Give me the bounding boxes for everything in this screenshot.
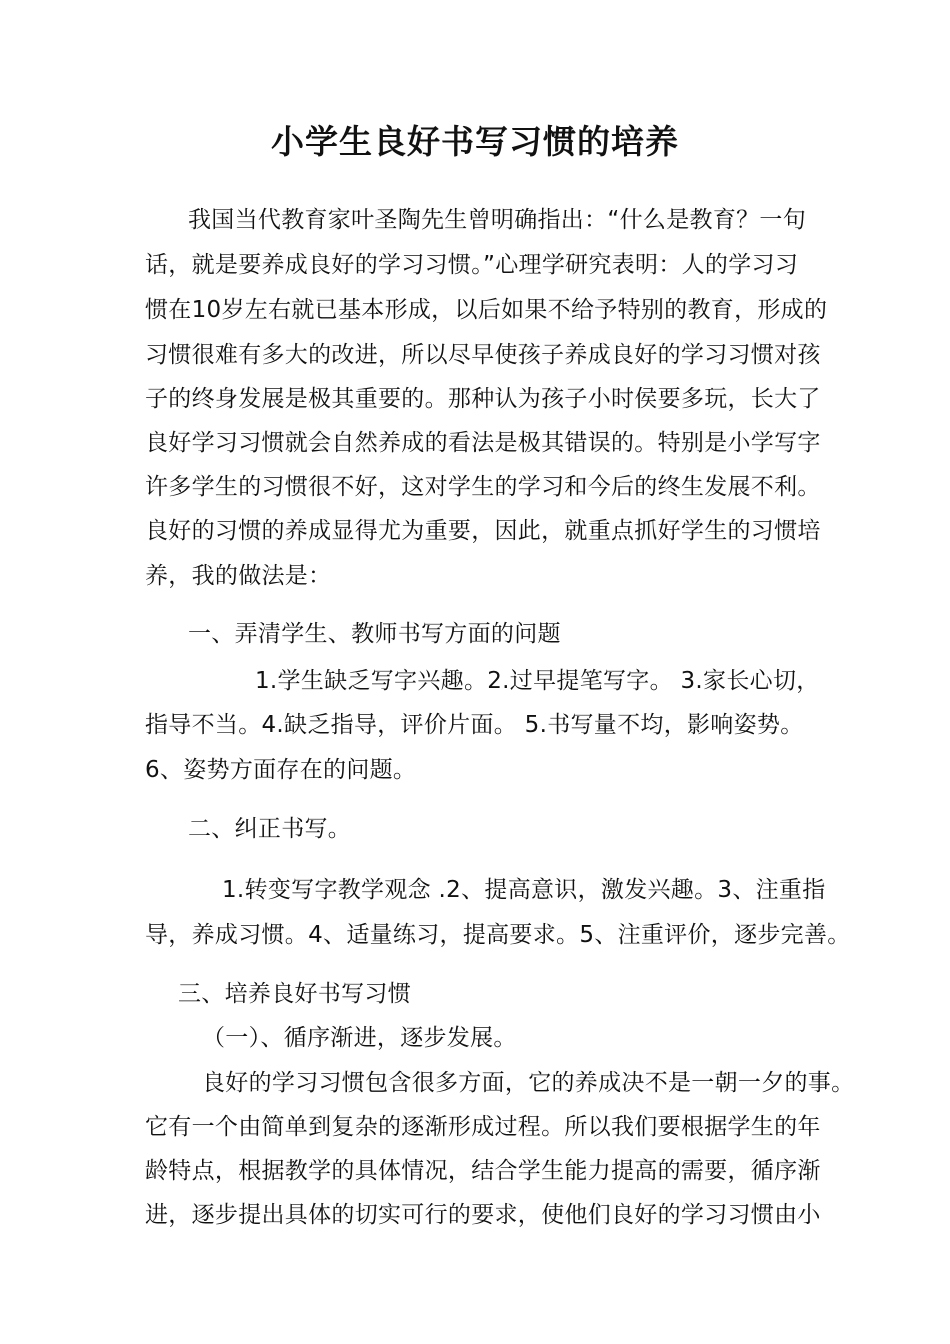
section1-line-3: 6、姿势方面存在的问题。 [145,757,417,783]
section3-line-4: 进，逐步提出具体的切实可行的要求，使他们良好的学习习惯由小 [145,1202,821,1228]
intro-line-2: 话，就是要养成良好的学习习惯。”心理学研究表明：人的学习习 [145,252,799,278]
intro-line-6: 良好学习习惯就会自然养成的看法是极其错误的。特别是小学写字 [145,430,821,456]
section2-line-2: 导，养成习惯。4、适量练习，提高要求。5、注重评价，逐步完善。 [145,922,851,948]
section2-heading: 二、纠正书写。 [188,816,352,842]
section3-line-2: 它有一个由简单到复杂的逐渐形成过程。所以我们要根据学生的年 [145,1114,821,1140]
intro-line-3: 惯在10岁左右就已基本形成，以后如果不给予特别的教育，形成的 [145,297,828,323]
section3-line-3: 龄特点，根据教学的具体情况，结合学生能力提高的需要，循序渐 [145,1158,821,1184]
section1-line-1: 1.学生缺乏写字兴趣。2.过早提笔写字。 3.家长心切， [255,668,820,694]
section1-line-2: 指导不当。4.缺乏指导，评价片面。 5.书写量不均，影响姿势。 [145,712,804,738]
intro-line-1: 我国当代教育家叶圣陶先生曾明确指出：“什么是教育？一句 [188,207,807,233]
document-title: 小学生良好书写习惯的培养 [271,122,679,161]
intro-line-4: 习惯很难有多大的改进，所以尽早使孩子养成良好的学习习惯对孩 [145,342,821,368]
section2-line-1: 1.转变写字教学观念 .2、提高意识，激发兴趣。3、注重指 [222,877,826,903]
intro-line-5: 子的终身发展是极其重要的。那种认为孩子小时侯要多玩，长大了 [145,386,821,412]
section3-subheading: （一）、循序渐进，逐步发展。 [202,1025,517,1051]
section3-line-1: 良好的学习习惯包含很多方面，它的养成决不是一朝一夕的事。 [202,1070,855,1096]
intro-line-9: 养，我的做法是： [145,563,332,589]
section3-heading: 三、培养良好书写习惯 [178,981,411,1007]
intro-line-7: 许多学生的习惯很不好，这对学生的学习和今后的终生发展不利。 [145,474,821,500]
section1-heading: 一、弄清学生、教师书写方面的问题 [188,621,561,647]
intro-line-8: 良好的习惯的养成显得尤为重要，因此，就重点抓好学生的习惯培 [145,518,821,544]
